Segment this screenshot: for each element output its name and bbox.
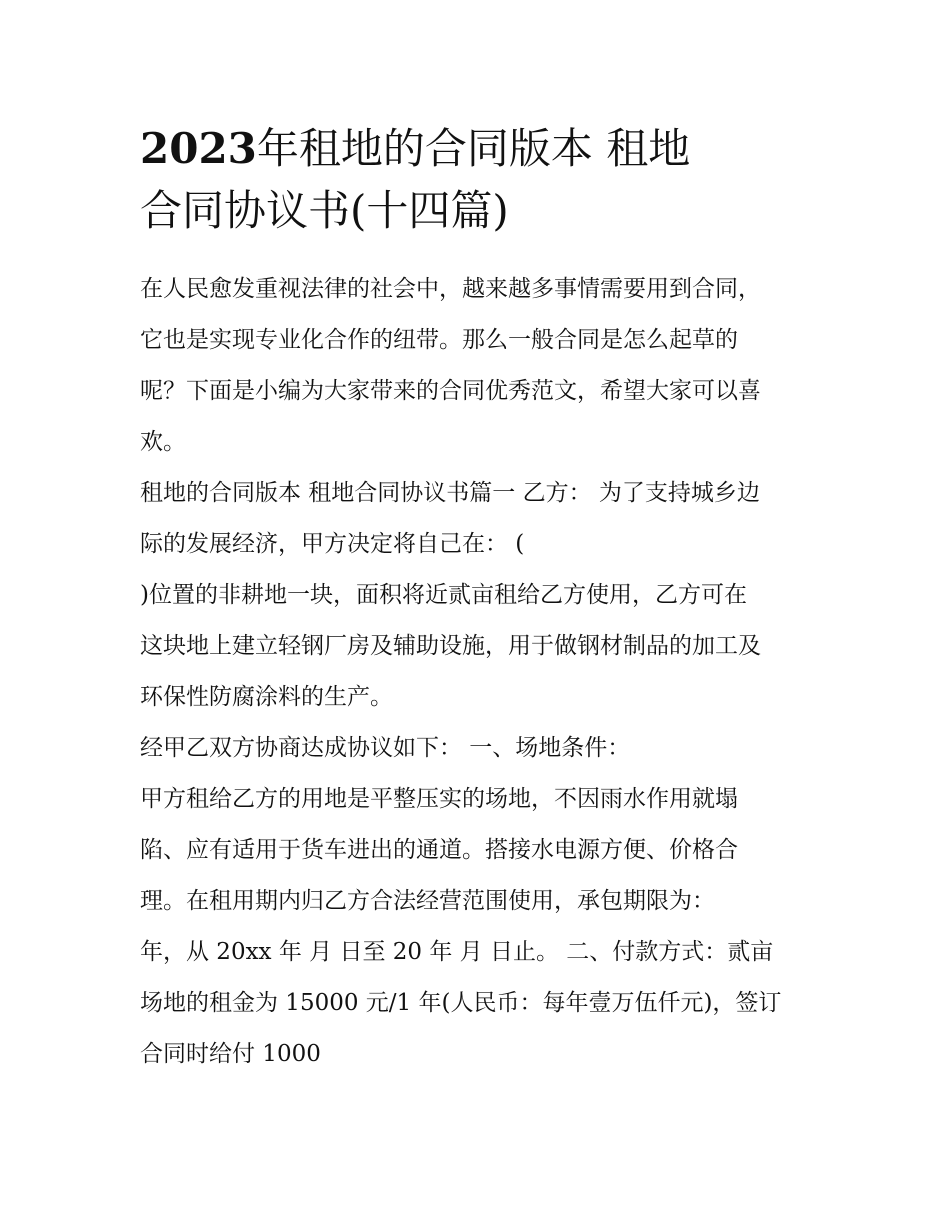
text-line: 在人民愈发重视法律的社会中，越来越多事情需要用到合同， <box>140 276 761 302</box>
text-line: 场地的租金为 15000 元/1 年(人民币：每年壹万伍仟元)，签订 <box>140 990 782 1016</box>
text-line: 欢。 <box>140 429 186 455</box>
text-line: 合同时给付 1000 <box>140 1041 321 1067</box>
text-line: 甲方租给乙方的用地是平整压实的场地，不因雨水作用就塌 <box>140 786 738 812</box>
document-title <box>140 118 820 242</box>
title-year: 2023 <box>140 124 257 173</box>
text-line: 这块地上建立轻钢厂房及辅助设施，用于做钢材制品的加工及 <box>140 633 761 659</box>
text-line: 呢？下面是小编为大家带来的合同优秀范文，希望大家可以喜 <box>140 378 761 404</box>
text-line: )位置的非耕地一块，面积将近贰亩租给乙方使用，乙方可在 <box>140 582 747 608</box>
document-body <box>140 264 820 1080</box>
text-line: 年，从 20xx 年 月 日至 20 年 月 日止。 二、付款方式：贰亩 <box>140 939 774 965</box>
title-line-2: 合同协议书(十四篇) <box>140 186 509 235</box>
title-line-1 <box>140 118 820 180</box>
text-line: 际的发展经济，甲方决定将自己在： ( <box>140 531 525 557</box>
document-page <box>140 118 820 1080</box>
text-line: 经甲乙双方协商达成协议如下： 一、场地条件： <box>140 735 631 761</box>
text-line: 租地的合同版本 租地合同协议书篇一 乙方： 为了支持城乡边 <box>140 480 760 506</box>
text-line: 理。在租用期内归乙方合法经营范围使用，承包期限为： <box>140 888 715 914</box>
text-line: 它也是实现专业化合作的纽带。那么一般合同是怎么起草的 <box>140 327 738 353</box>
text-line: 陷、应有适用于货车进出的通道。搭接水电源方便、价格合 <box>140 837 738 863</box>
text-line: 环保性防腐涂料的生产。 <box>140 684 393 710</box>
title-line-1-text: 年租地的合同版本 租地 <box>256 124 691 173</box>
